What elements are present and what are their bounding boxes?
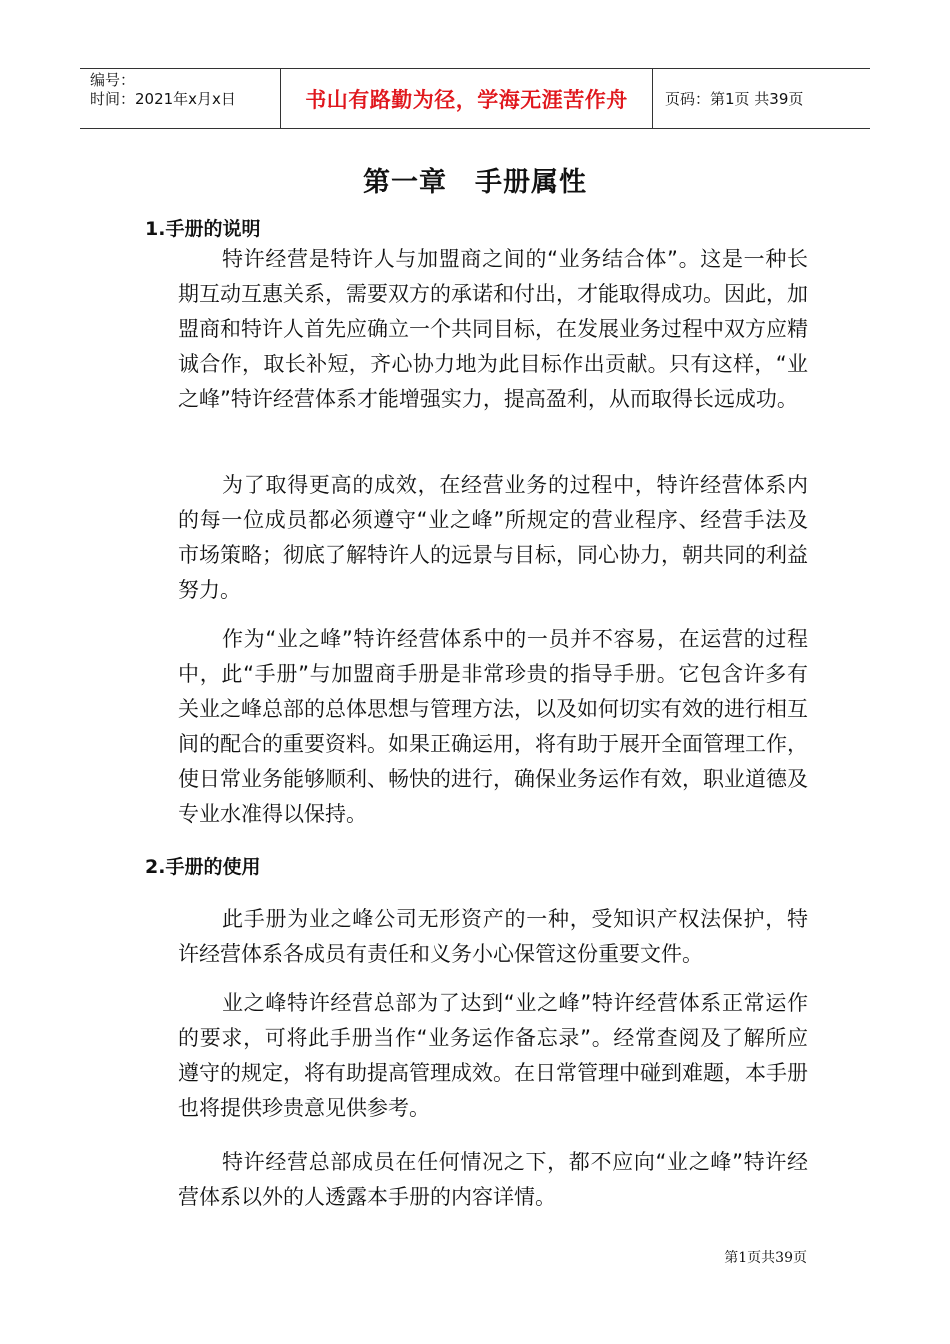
page-code: 页码：第1页 共39页: [665, 90, 804, 108]
paragraph: 特许经营总部成员在任何情况之下，都不应向“业之峰”特许经营体系以外的人透露本手册的内容详情。: [178, 1150, 808, 1209]
page-footer: 第1页共39页: [724, 1250, 807, 1266]
page-header: [80, 68, 870, 129]
paragraph: 作为“业之峰”特许经营体系中的一员并不容易，在运营的过程中，此“手册”与加盟商手册是非常珍贵的指导手册。它包含许多有关业之峰总部的总体思想与管理方法，以及如何切实有效的进行相互间的配合的重要资料。如果正确运用，将有助于展开全面管理工作，使日常业务能够顺利、畅快的进行，确保业务运作有效，职业道德及专业水准得以保持。: [178, 627, 808, 826]
number-label: 编号：: [90, 71, 136, 89]
header-motto-cell: [281, 69, 653, 128]
chapter-title: 第一章 手册属性: [363, 167, 587, 198]
paragraph: 业之峰特许经营总部为了达到“业之峰”特许经营体系正常运作的要求，可将此手册当作“业务运作备忘录”。经常查阅及了解所应遵守的规定，将有助提高管理成效。在日常管理中碰到难题，本手册也将提供珍贵意见供参考。: [178, 991, 808, 1120]
paragraph: 此手册为业之峰公司无形资产的一种，受知识产权法保护，特许经营体系各成员有责任和义务小心保管这份重要文件。: [178, 907, 808, 966]
date-label: 时间：2021年x月x日: [90, 90, 236, 108]
header-page-cell: [653, 69, 870, 128]
section-heading-manual-description: 1.手册的说明: [145, 218, 261, 240]
paragraph: 为了取得更高的成效，在经营业务的过程中，特许经营体系内的每一位成员都必须遵守“业之峰”所规定的营业程序、经营手法及市场策略；彻底了解特许人的远景与目标，同心协力，朝共同的利益努力。: [178, 473, 808, 602]
header-meta-cell: [80, 69, 281, 128]
motto-text: 书山有路勤为径，学海无涯苦作舟: [305, 86, 628, 112]
section-heading-manual-usage: 2.手册的使用: [145, 856, 261, 878]
paragraph: 特许经营是特许人与加盟商之间的“业务结合体”。这是一种长期互动互惠关系，需要双方的承诺和付出，才能取得成功。因此，加盟商和特许人首先应确立一个共同目标，在发展业务过程中双方应精诚合作，取长补短，齐心协力地为此目标作出贡献。只有这样，“业之峰”特许经营体系才能增强实力，提高盈利，从而取得长远成功。: [178, 247, 808, 411]
